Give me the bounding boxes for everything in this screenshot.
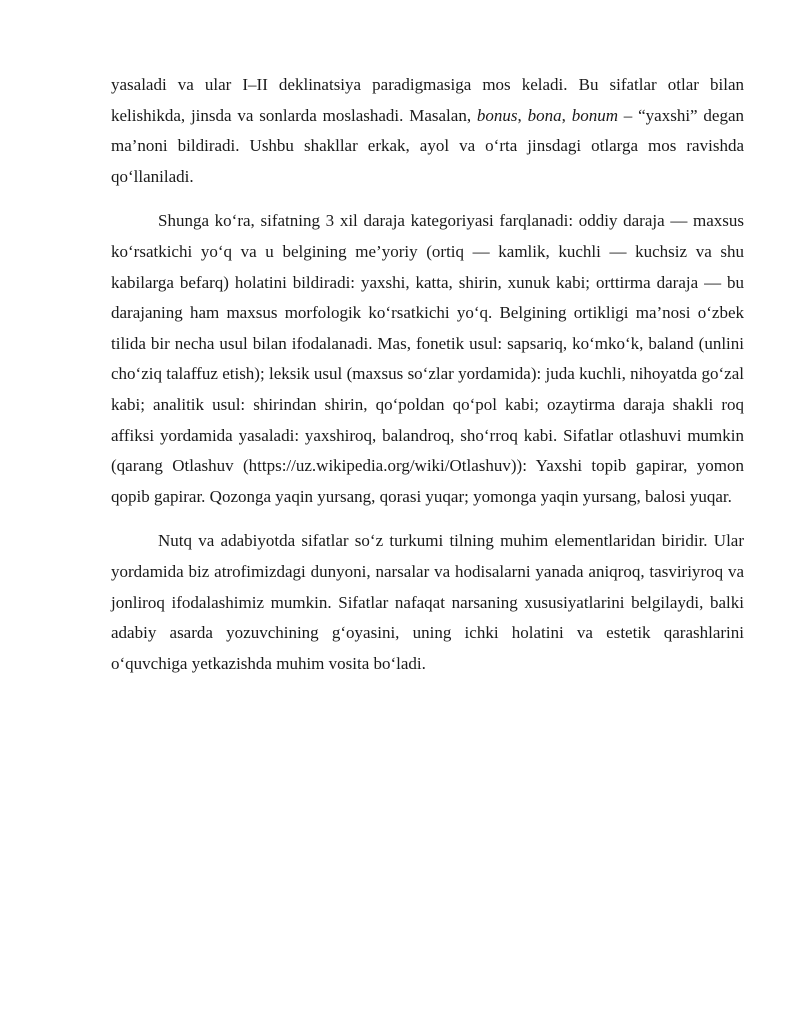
paragraph-1-text-b: – “yaxshi” degan ma’noni bildiradi. Ushbu shakllar erkak, ayol va o‘rta jinsdagi otlarga mos ravishda qo‘llaniladi. [111,105,745,186]
paragraph-2: Shunga ko‘ra, sifatning 3 xil daraja kategoriyasi farqlanadi: oddiy daraja — maxsus ko‘rsatkichi yo‘q va u belgining me’yoriy (ortiq — kamlik, kuchli — kuchsiz va shu kabilarga befarq) holatini bildiradi: yaxshi, katta, shirin, xunuk kabi; orttirma daraja — bu darajaning ham maxsus morfologik ko‘rsatkichi yo‘q. Belgining ortikligi ma’nosi o‘zbek tilida bir necha usul bilan ifodalanadi. Mas, fonetik usul: sapsariq, ko‘mko‘k, baland (unlini cho‘ziq talaffuz etish); leksik usul (maxsus so‘zlar yordamida): juda kuchli, nihoyatda go‘zal kabi; analitik usul: shirindan shirin, qo‘poldan qo‘pol kabi; ozaytirma daraja shakli roq affiksi yordamida yasaladi: yaxshiroq, balandroq, sho‘rroq kabi. Sifatlar otlashuvi mumkin (qarang Otlashuv (https://uz.wikipedia.org/wiki/Otlashuv)): Yaxshi topib gapirar, yomon qopib gapirar. Qozonga yaqin yursang, qorasi yuqar; yomonga yaqin yursang, balosi yuqar. [111,211,744,506]
document-body [111,70,744,679]
paragraph-1 [111,70,744,192]
paragraph-1-text-a: yasaladi va ular I–II deklinatsiya paradigmasiga mos keladi. Bu sifatlar otlar bilan kelishikda, jinsda va sonlarda moslashadi. Masalan, [111,75,744,125]
example-word-bonum: bonum [571,105,618,125]
paragraph-3: Nutq va adabiyotda sifatlar so‘z turkumi tilning muhim elementlaridan biridir. Ular yordamida biz atrofimizdagi dunyoni, narsalar va hodisalarni yanada aniqroq, tasviriyroq va jonliroq ifodalashimiz mumkin. Sifatlar nafaqat narsaning xususiyatlarini belgilaydi, balki adabiy asarda yozuvchining g‘oyasini, uning ichki holatini va estetik qarashlarini o‘quvchiga yetkazishda muhim vosita bo‘ladi. [111,531,744,673]
paragraph-1-separator-b: , [561,105,572,125]
example-word-bona: bona [527,105,562,125]
example-word-bonus: bonus [476,105,518,125]
paragraph-1-separator-a: , [517,105,528,125]
